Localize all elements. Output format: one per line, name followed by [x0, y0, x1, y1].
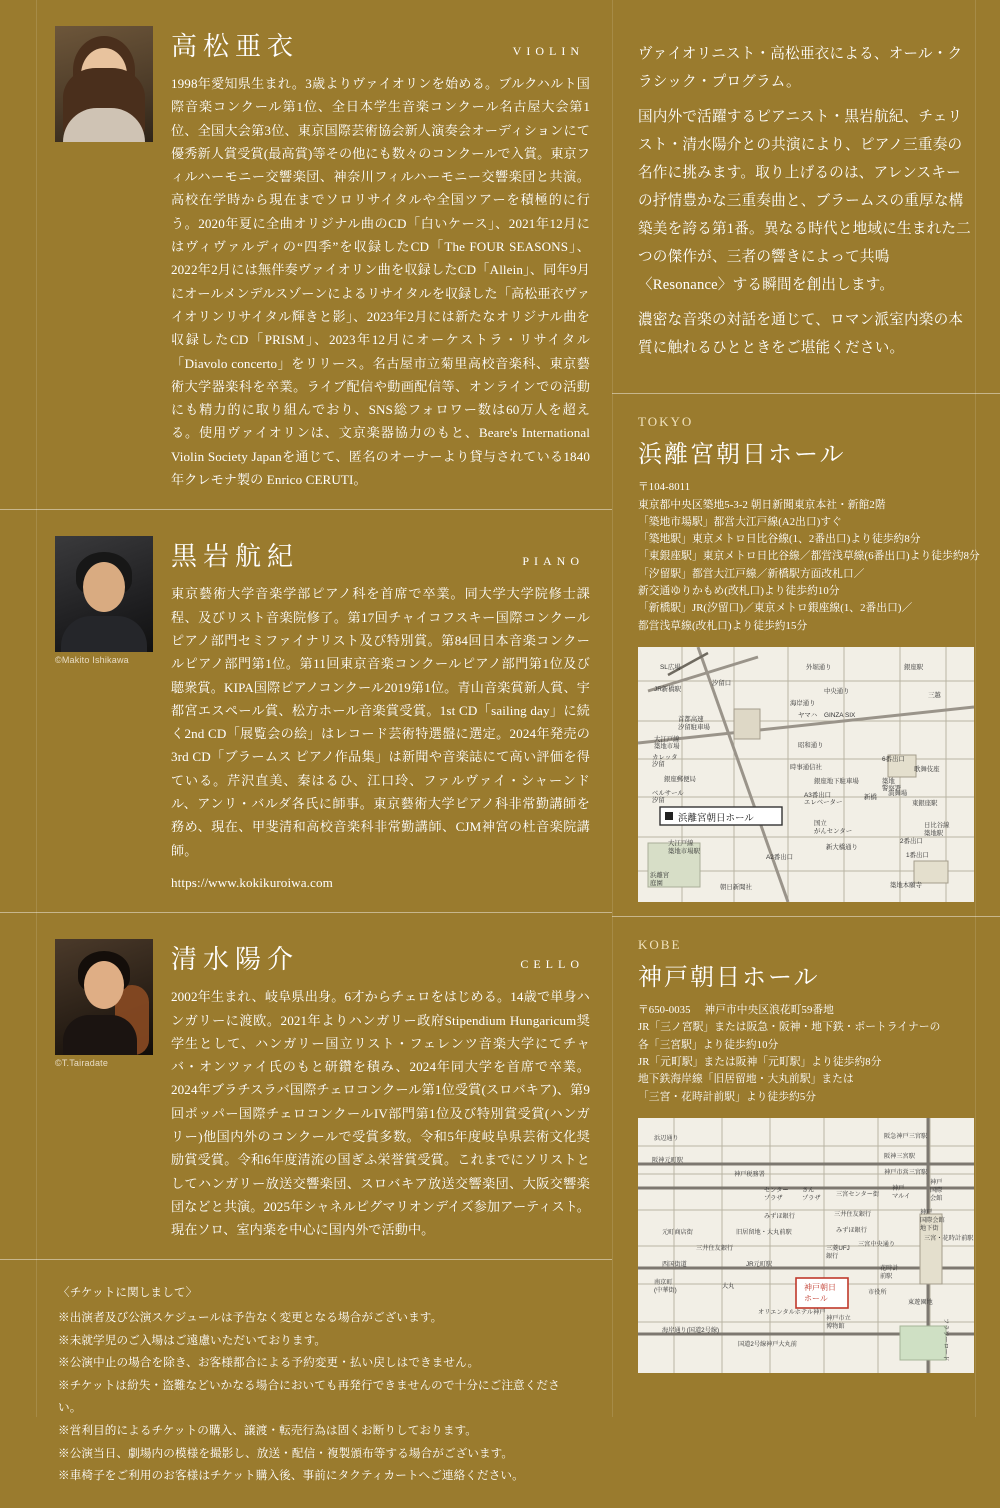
svg-text:汐留口: 汐留口: [712, 680, 732, 688]
svg-text:築地市場: 築地市場: [654, 743, 680, 751]
artist-photo-wrap: [55, 939, 153, 1241]
venue-access-line: JR「三ノ宮駅」または阪急・阪神・地下鉄・ポートライナーの: [638, 1021, 941, 1034]
svg-text:旧居留地・大丸前駅: 旧居留地・大丸前駅: [736, 1229, 792, 1237]
ticket-notes: [0, 1260, 612, 1507]
venue-access-line: 「汐留駅」都営大江戸線／新橋駅方面改札口／: [638, 567, 865, 580]
venue-address: 東京都中央区築地5-3-2 朝日新聞東京本社・新館2階: [638, 498, 886, 511]
svg-text:築地市場駅: 築地市場駅: [668, 848, 700, 856]
venue-access-line: 「東銀座駅」東京メトロ日比谷線／都営浅草線(6番出口)より徒歩約8分: [638, 550, 980, 563]
note-item: ※車椅子をご利用のお客様はチケット購入後、事前にタクティカートへご連絡ください。: [58, 1469, 524, 1483]
svg-text:マルイ: マルイ: [892, 1193, 911, 1201]
artist-photo-violin: [55, 26, 153, 142]
svg-text:JR新橋駅: JR新橋駅: [654, 686, 681, 694]
svg-text:2番出口: 2番出口: [900, 838, 923, 846]
svg-text:JR元町駅: JR元町駅: [746, 1261, 773, 1269]
svg-text:エレベーター: エレベーター: [804, 799, 843, 807]
svg-text:庭園: 庭園: [650, 880, 663, 888]
venue-access-line: 「三宮・花時計前駅」より徒歩約5分: [638, 1090, 817, 1103]
svg-text:神戸朝日: 神戸朝日: [804, 1283, 836, 1293]
svg-text:三菱UFJ: 三菱UFJ: [826, 1245, 850, 1253]
note-item: ※公演中止の場合を除き、お客様都合による予約変更・払い戻しはできません。: [58, 1356, 480, 1370]
svg-text:(中華街): (中華街): [654, 1287, 677, 1295]
venue-postal: 〒650-0035: [638, 1004, 691, 1017]
svg-text:神戸: 神戸: [920, 1209, 933, 1217]
svg-text:プラザ: プラザ: [764, 1195, 783, 1203]
venue-tokyo: [612, 394, 1000, 916]
notes-title: 〈チケットに関しまして〉: [58, 1286, 198, 1300]
artist-role: VIOLIN: [512, 44, 584, 58]
svg-text:オリエンタルホテル神戸: オリエンタルホテル神戸: [758, 1309, 826, 1317]
svg-text:地下街: 地下街: [920, 1225, 939, 1233]
artist-name: 清水陽介: [171, 945, 300, 975]
svg-text:首都高速: 首都高速: [678, 716, 704, 724]
svg-text:神戸: 神戸: [892, 1185, 905, 1193]
venue-access-line: 地下鉄海岸線「旧居留地・大丸前駅」または: [638, 1073, 854, 1086]
artist-role: PIANO: [522, 554, 584, 569]
svg-text:神戸: 神戸: [930, 1179, 943, 1187]
svg-text:1番出口: 1番出口: [906, 852, 929, 860]
svg-text:三越: 三越: [928, 692, 941, 700]
intro-paragraph: 国内外で活躍するピアニスト・黒岩航紀、チェリスト・清水陽介との共演により、ピアノ三重奏の名作に挑みます。取り上げるのは、アレンスキーの抒情豊かな三重奏曲と、ブラームスの重厚な構築美を誇る第1番。異なる時代と地域に生まれた二つの傑作が、三者の響きによって共鳴〈Resonance〉する瞬間を創出します。: [638, 109, 971, 294]
svg-text:西国街道: 西国街道: [662, 1261, 687, 1269]
artist-card-violin: [0, 0, 612, 509]
svg-text:ヤマハ: ヤマハ: [798, 712, 818, 720]
svg-text:浜離宮: 浜離宮: [650, 872, 670, 880]
svg-text:元町商店街: 元町商店街: [662, 1229, 693, 1237]
svg-text:三井住友銀行: 三井住友銀行: [696, 1245, 734, 1253]
svg-text:南京町: 南京町: [654, 1279, 673, 1287]
svg-text:銀行: 銀行: [826, 1253, 839, 1261]
svg-text:築地駅: 築地駅: [924, 830, 944, 838]
venue-address-block: [638, 1002, 974, 1106]
svg-text:6番出口: 6番出口: [882, 756, 905, 764]
svg-text:時事通信社: 時事通信社: [790, 764, 822, 772]
svg-text:日比谷線: 日比谷線: [924, 822, 950, 830]
venue-access-line: 「築地駅」東京メトロ日比谷線(1、2番出口)より徒歩約8分: [638, 533, 921, 546]
info-column: [612, 0, 1000, 1417]
svg-text:浜離宮朝日ホール: 浜離宮朝日ホール: [678, 813, 754, 825]
svg-text:A3番出口: A3番出口: [804, 792, 831, 800]
map-kobe-svg: [638, 1118, 974, 1373]
svg-text:朝日新聞社: 朝日新聞社: [720, 884, 752, 892]
svg-text:神戸大丸前: 神戸大丸前: [766, 1341, 797, 1349]
venue-access-line: JR「元町駅」または阪神「元町駅」より徒歩約8分: [638, 1056, 882, 1069]
venue-name: 浜離宮朝日ホール: [638, 442, 846, 469]
svg-text:プラザ: プラザ: [802, 1195, 821, 1203]
svg-text:阪神三宮駅: 阪神三宮駅: [884, 1153, 915, 1161]
artist-photo-wrap: [55, 536, 153, 894]
svg-text:みずほ銀行: みずほ銀行: [836, 1227, 867, 1235]
svg-text:みずほ銀行: みずほ銀行: [764, 1213, 795, 1221]
svg-text:新大橋通り: 新大橋通り: [826, 844, 858, 852]
note-item: ※公演当日、劇場内の模様を撮影し、放送・配信・複製頒布等する場合がございます。: [58, 1446, 514, 1460]
svg-text:国際会館: 国際会館: [920, 1217, 945, 1225]
venue-access-line: 「新橋駅」JR(汐留口)／東京メトロ銀座線(1、2番出口)／: [638, 602, 913, 615]
svg-text:GINZA SIX: GINZA SIX: [824, 712, 856, 720]
svg-text:三宮センター街: 三宮センター街: [836, 1191, 880, 1199]
artist-photo-cello: [55, 939, 153, 1055]
svg-text:ホール: ホール: [804, 1294, 828, 1304]
svg-text:汐留駐車場: 汐留駐車場: [678, 724, 710, 732]
svg-text:センター: センター: [764, 1187, 789, 1195]
svg-text:中央通り: 中央通り: [824, 688, 850, 696]
svg-text:演舞場: 演舞場: [888, 790, 908, 798]
svg-text:東遊園地: 東遊園地: [908, 1299, 933, 1307]
svg-text:築地: 築地: [882, 778, 895, 786]
note-item: ※営利目的によるチケットの購入、譲渡・転売行為は固くお断りしております。: [58, 1424, 478, 1438]
svg-text:銀座駅: 銀座駅: [904, 664, 924, 672]
artist-name: 黒岩航紀: [171, 542, 300, 572]
venue-access-line: 「築地市場駅」都営大江戸線(A2出口)すぐ: [638, 515, 842, 528]
svg-text:汐留: 汐留: [652, 797, 665, 805]
svg-text:昭和通り: 昭和通り: [798, 742, 824, 750]
artist-card-cello: [0, 913, 612, 1259]
svg-text:前駅: 前駅: [880, 1273, 893, 1281]
svg-text:がんセンター: がんセンター: [814, 828, 853, 836]
photo-credit: ©Makito Ishikawa: [55, 655, 129, 666]
svg-text:国立: 国立: [814, 820, 827, 828]
venue-postal: 〒104-8011: [638, 481, 691, 494]
svg-text:神戸税務署: 神戸税務署: [734, 1171, 765, 1179]
svg-text:三宮・花時計前駅: 三宮・花時計前駅: [924, 1235, 974, 1243]
svg-text:東銀座駅: 東銀座駅: [912, 800, 938, 808]
svg-text:さん: さん: [802, 1187, 815, 1195]
venue-access-line: 都営浅草線(改札口)より徒歩約15分: [638, 619, 808, 632]
photo-credit: ©T.Tairadate: [55, 1058, 109, 1069]
svg-text:浜辺通り: 浜辺通り: [654, 1135, 679, 1143]
svg-text:会館: 会館: [930, 1195, 943, 1203]
svg-text:阪神元町駅: 阪神元町駅: [652, 1157, 683, 1165]
svg-text:築地本願寺: 築地本願寺: [890, 882, 922, 890]
artist-role: CELLO: [520, 957, 584, 972]
map-kobe: [638, 1118, 974, 1373]
artist-bio: 1998年愛知県生まれ。3歳よりヴァイオリンを始める。ブルクハルト国際音楽コンクール第1位、全日本学生音楽コンクール名古屋大会第1位、全国大会第3位、東京国際芸術協会新人演奏会オーディションにて優秀新人賞受賞(最高賞)等その他にも数々のコンクールで入賞。東京フィルハーモニー交響楽団、神奈川フィルハーモニー交響楽団と共演。高校在学時から現在までソロリサイタルや全国ツアーを積極的に行う。2020年夏に全曲オリジナル曲のCD「白いケース」、2021年12月にはヴィヴァルディの“四季”を収録したCD「The FOUR SEASONS」、2022年2月には無伴奏ヴァイオリン曲を収録したCD「Allein」、同年9月にオールメンデルスゾーンによるリサイタルを収録した「高松亜衣ヴァイオリンリサイタル輝きと影」、2023年2月には新たなオリジナル曲を収録したCD「PRISM」、2023年12月にオーケストラ・リサイタル「Diavolo concerto」をリリース。名古屋市立菊里高校音楽科、東京藝術大学器楽科を卒業。ライブ配信や動画配信等、オンラインでの活動にも精力的に取り組んでおり、SNS総フォロワー数は60万人を超える。使用ヴァイオリンは、文京楽器協力のもと、Beare's International Violin Society Japanを通じて、匿名のオーナーより貸与されている1840年クレモナ製の Enrico CERUTI。: [171, 76, 590, 488]
svg-text:国道2号線: 国道2号線: [738, 1341, 767, 1349]
artist-bio: 東京藝術大学音楽学部ピアノ科を首席で卒業。同大学大学院修士課程、及びリスト音楽院修了。第17回チャイコフスキー国際コンクールピアノ部門セミファイナリスト及び特別賞。第84回日本音楽コンクールピアノ部門第1位。第11回東京音楽コンクールピアノ部門第1位及び聴衆賞。KIPA国際ピアノコンクール2019第1位。青山音楽賞新人賞、宇都宮エスペール賞、松方ホール音楽賞受賞。1st CD「sailing day」に続く2nd CD「展覧会の絵」はレコード芸術特選盤に選定。2024年発売の3rd CD「ブラームス ピアノ作品集」は新聞や音楽誌にて高い評価を得ている。芹沢直美、秦はるひ、江口玲、ファルヴァイ・シャーンドル、アンリ・バルダ各氏に師事。東京藝術大学ピアノ科非常勤講師を務め、現在、甲斐清和高校音楽科非常勤講師、CJM神宮の杜音楽院講師。: [171, 586, 590, 858]
program-intro: [612, 0, 1000, 393]
artist-bio: 2002年生まれ、岐阜県出身。6才からチェロをはじめる。14歳で単身ハンガリーに渡欧。2021年よりハンガリー政府Stipendium Hungaricum奨学生として、ハンガリー国立リスト・フェレンツ音楽大学にてチャバ・オンツァイ氏のもと研鑽を積み、2024年同大学を首席で卒業。2024年ブラチスラバ国際チェロコンクール第1位受賞(スロバキア)、第9回ポッパー国際チェロコンクールIV部門第1位及び特別賞受賞(ハンガリー)他国内外のコンクールで受賞多数。令和5年度岐阜県芸術文化奨励賞受賞。令和6年度清流の国ぎふ栄誉賞受賞。これまでにソリストとしてハンガリー放送交響楽団、スロバキア放送交響楽団、大阪交響楽団などと共演。2025年シャネルピグマリオンデイズ参加アーティスト。現在ソロ、室内楽を中心に国内外で活動中。: [171, 989, 590, 1238]
svg-text:汐留: 汐留: [652, 761, 665, 769]
svg-text:大江戸線: 大江戸線: [654, 736, 680, 744]
svg-text:外堀通り: 外堀通り: [806, 664, 832, 672]
svg-text:海岸通り: 海岸通り: [790, 700, 816, 708]
intro-paragraph: ヴァイオリニスト・高松亜衣による、オール・クラシック・プログラム。: [638, 46, 963, 91]
svg-text:ベルサール: ベルサール: [652, 790, 684, 798]
svg-text:大江戸線: 大江戸線: [668, 840, 694, 848]
intro-paragraph: 濃密な音楽の対話を通じて、ロマン派室内楽の本質に触れるひとときをご堪能ください。: [638, 312, 964, 357]
svg-text:三井住友銀行: 三井住友銀行: [834, 1211, 872, 1219]
venue-postal-address: [638, 1002, 974, 1019]
svg-text:神戸市立: 神戸市立: [826, 1315, 851, 1323]
svg-text:阪急神戸三宮駅: 阪急神戸三宮駅: [884, 1133, 928, 1141]
svg-text:銀座地下駐車場: 銀座地下駐車場: [814, 778, 859, 786]
svg-text:銀座郵便局: 銀座郵便局: [664, 776, 696, 784]
svg-text:海岸通り(国道2号線): 海岸通り(国道2号線): [662, 1327, 720, 1335]
svg-text:歌舞伎座: 歌舞伎座: [914, 766, 940, 774]
artist-photo-piano: [55, 536, 153, 652]
svg-text:国際: 国際: [930, 1187, 943, 1195]
svg-text:神戸市営三宮駅: 神戸市営三宮駅: [884, 1169, 928, 1177]
svg-text:SL広場: SL広場: [660, 664, 681, 672]
svg-text:カレッタ: カレッタ: [652, 754, 678, 762]
map-tokyo: [638, 647, 974, 902]
map-tokyo-svg: [638, 647, 974, 902]
svg-text:警察署: 警察署: [882, 785, 902, 793]
venue-access-line: 新交通ゆりかもめ(改札口)より徒歩約10分: [638, 585, 840, 598]
artist-card-piano: [0, 510, 612, 912]
venue-name: 神戸朝日ホール: [638, 965, 820, 992]
venue-kobe: [612, 917, 1000, 1387]
svg-text:新橋: 新橋: [864, 794, 877, 802]
svg-text:三宮中央通り: 三宮中央通り: [858, 1241, 896, 1249]
svg-text:フラワーロード: フラワーロード: [942, 1318, 949, 1362]
svg-text:大丸: 大丸: [722, 1283, 735, 1291]
svg-text:花時計: 花時計: [880, 1265, 899, 1273]
venue-access-line: 各「三宮駅」より徒歩約10分: [638, 1038, 779, 1051]
venue-address-block: [638, 479, 980, 635]
svg-text:A2番出口: A2番出口: [766, 854, 793, 862]
svg-text:博物館: 博物館: [826, 1323, 845, 1331]
artist-photo-wrap: [55, 26, 153, 491]
artist-name: 高松亜衣: [171, 32, 300, 61]
note-item: ※出演者及び公演スケジュールは予告なく変更となる場合がございます。: [58, 1311, 443, 1325]
note-item: ※未就学児のご入場はご遠慮いただいております。: [58, 1333, 327, 1347]
artist-website[interactable]: https://www.kokikuroiwa.com: [171, 874, 333, 890]
venue-city-tag: KOBE: [638, 937, 682, 953]
venue-address: 神戸市中央区浪花町59番地: [704, 1004, 834, 1017]
venue-city-tag: TOKYO: [638, 414, 694, 430]
note-item: ※チケットは紛失・盗難などいかなる場合においても再発行できませんので十分にご注意ください。: [58, 1378, 560, 1415]
svg-text:市役所: 市役所: [868, 1289, 887, 1297]
